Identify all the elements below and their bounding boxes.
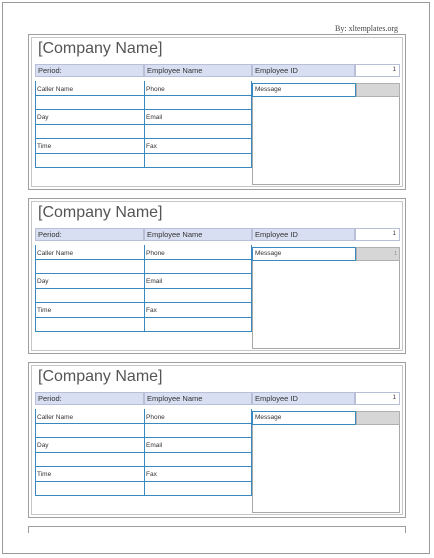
message-field[interactable] (252, 83, 400, 185)
caller-details (35, 409, 252, 497)
period-label: Period: (35, 64, 144, 77)
column-divider (144, 409, 145, 496)
caller-details (35, 81, 252, 169)
message-label: Message (252, 83, 356, 97)
column-divider (35, 409, 36, 496)
column-divider (35, 245, 36, 332)
caller-name-label: Caller Name (37, 414, 74, 421)
employee-id-label: Employee ID (252, 392, 355, 405)
phone-message-form (28, 198, 406, 354)
message-label: Message (252, 247, 356, 261)
time-label: Time (37, 471, 52, 478)
employee-id-field[interactable]: 1 (355, 64, 400, 77)
phone-label: Phone (146, 86, 165, 93)
column-divider (144, 81, 145, 168)
fax-label: Fax (146, 143, 157, 150)
caller-details (35, 245, 252, 333)
phone-message-form (28, 362, 406, 518)
day-label: Day (37, 278, 49, 285)
time-label: Time (37, 307, 52, 314)
employee-name-label: Employee Name (144, 228, 252, 241)
time-label: Time (37, 143, 52, 150)
email-label: Email (146, 442, 163, 449)
fax-label: Fax (146, 307, 157, 314)
email-label: Email (146, 278, 163, 285)
company-name[interactable]: [Company Name] (38, 204, 163, 221)
company-name[interactable]: [Company Name] (38, 368, 163, 385)
employee-id-field[interactable]: 1 (355, 228, 400, 241)
email-label: Email (146, 114, 163, 121)
period-label: Period: (35, 228, 144, 241)
phone-label: Phone (146, 414, 165, 421)
employee-id-label: Employee ID (252, 228, 355, 241)
message-header-cell (356, 83, 400, 97)
caller-name-label: Caller Name (37, 250, 74, 257)
phone-message-form (28, 34, 406, 190)
credit-text: By: xltemplates.org (335, 24, 398, 33)
message-field[interactable] (252, 247, 400, 349)
company-name[interactable]: [Company Name] (38, 40, 163, 57)
employee-id-label: Employee ID (252, 64, 355, 77)
column-divider (144, 245, 145, 332)
caller-name-label: Caller Name (37, 86, 74, 93)
period-label: Period: (35, 392, 144, 405)
employee-name-label: Employee Name (144, 392, 252, 405)
message-field[interactable] (252, 411, 400, 513)
fax-label: Fax (146, 471, 157, 478)
message-header-cell: 1 (356, 247, 400, 261)
phone-label: Phone (146, 250, 165, 257)
next-form-edge (28, 526, 406, 532)
day-label: Day (37, 114, 49, 121)
employee-name-label: Employee Name (144, 64, 252, 77)
day-label: Day (37, 442, 49, 449)
message-header-cell (356, 411, 400, 425)
column-divider (35, 81, 36, 168)
message-label: Message (252, 411, 356, 425)
employee-id-field[interactable]: 1 (355, 392, 400, 405)
